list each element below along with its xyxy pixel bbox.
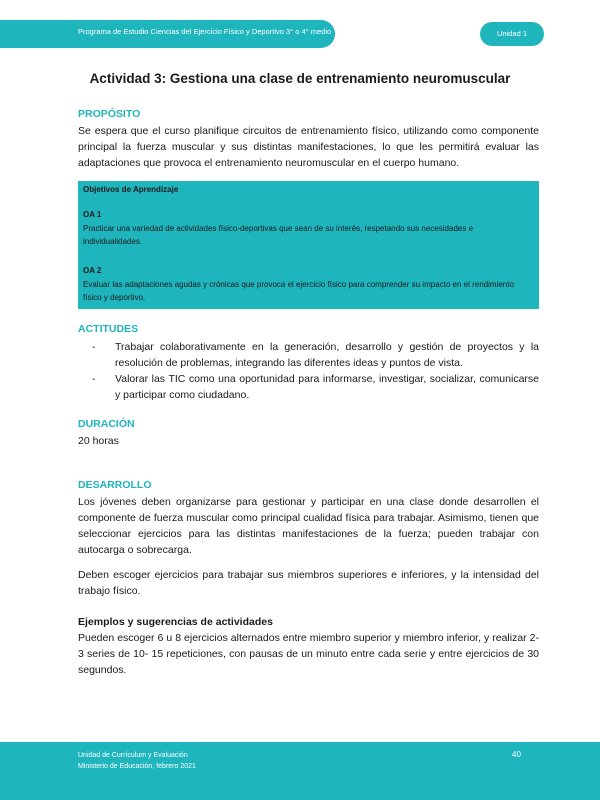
- oa1-text: Practicar una variedad de actividades físico-deportivas que sean de su interés, respetando sus necesidades e individualidades.: [83, 224, 474, 246]
- footer-ministry: Ministerio de Educación, febrero 2021: [78, 763, 196, 770]
- proposito-text: Se espera que el curso planifique circuitos de entrenamiento físico, utilizando como componente principal la fuerza muscular y sus distintas manifestaciones, lo que les permitirá evaluar las adaptaciones que provoca el entrenamiento neuromuscular en el cuerpo humano.: [78, 125, 539, 169]
- objetivos-box: [78, 181, 539, 309]
- desarrollo-p2: Deben escoger ejercicios para trabajar sus miembros superiores e inferiores, y la intensidad del trabajo físico.: [78, 569, 539, 597]
- proposito-heading: PROPÓSITO: [78, 108, 141, 120]
- duracion-heading: DURACIÓN: [78, 418, 135, 430]
- bullet-dash: -: [92, 373, 96, 385]
- objetivos-heading: Objetivos de Aprendizaje: [83, 185, 179, 194]
- actitudes-heading: ACTITUDES: [78, 323, 139, 335]
- unit-badge: Unidad 1: [480, 22, 544, 46]
- desarrollo-p1: Los jóvenes deben organizarse para gestionar y participar en una clase donde desarrollen el componente de fuerza muscular como principal cualidad física para trabajar. Asimismo, tienen que seleccionar ejercicios para las distintas manifestaciones de la fuerza; pueden trabajar con autocarga o sobrecarga.: [78, 496, 539, 556]
- examples-heading: Ejemplos y sugerencias de actividades: [78, 616, 273, 628]
- page-title: Actividad 3: Gestiona una clase de entrenamiento neuromuscular: [89, 71, 511, 86]
- oa2-text: Evaluar las adaptaciones agudas y crónicas que provoca el ejercicio físico para comprender su impacto en el rendimiento físico y deportivo.: [83, 280, 514, 302]
- desarrollo-heading: DESARROLLO: [78, 479, 152, 491]
- page-number: 40: [512, 750, 521, 759]
- actitud-text: Trabajar colaborativamente en la generación, desarrollo y gestión de proyectos y la resolución de problemas, integrando las diferentes ideas y puntos de vista.: [115, 341, 539, 369]
- header-band: [0, 20, 335, 48]
- desarrollo-p3: Pueden escoger 6 u 8 ejercicios alternados entre miembro superior y miembro inferior, y realizar 2- 3 series de 10- 15 repeticiones, con pausas de un minuto entre cada serie y entre ejercicios de 30 segundos.: [78, 632, 539, 676]
- bullet-dash: -: [92, 341, 96, 353]
- footer-band: [0, 742, 600, 800]
- duracion-text: 20 horas: [78, 435, 119, 447]
- actitud-text: Valorar las TIC como una oportunidad para informarse, investigar, socializar, comunicarse y participar como ciudadano.: [115, 373, 539, 401]
- oa1-label: OA 1: [83, 210, 102, 219]
- footer-unit: Unidad de Currículum y Evaluación: [78, 752, 188, 759]
- oa2-label: OA 2: [83, 266, 102, 275]
- program-title: Programa de Estudio Ciencias del Ejercicio Físico y Deportivo 3° o 4° medio: [78, 27, 332, 36]
